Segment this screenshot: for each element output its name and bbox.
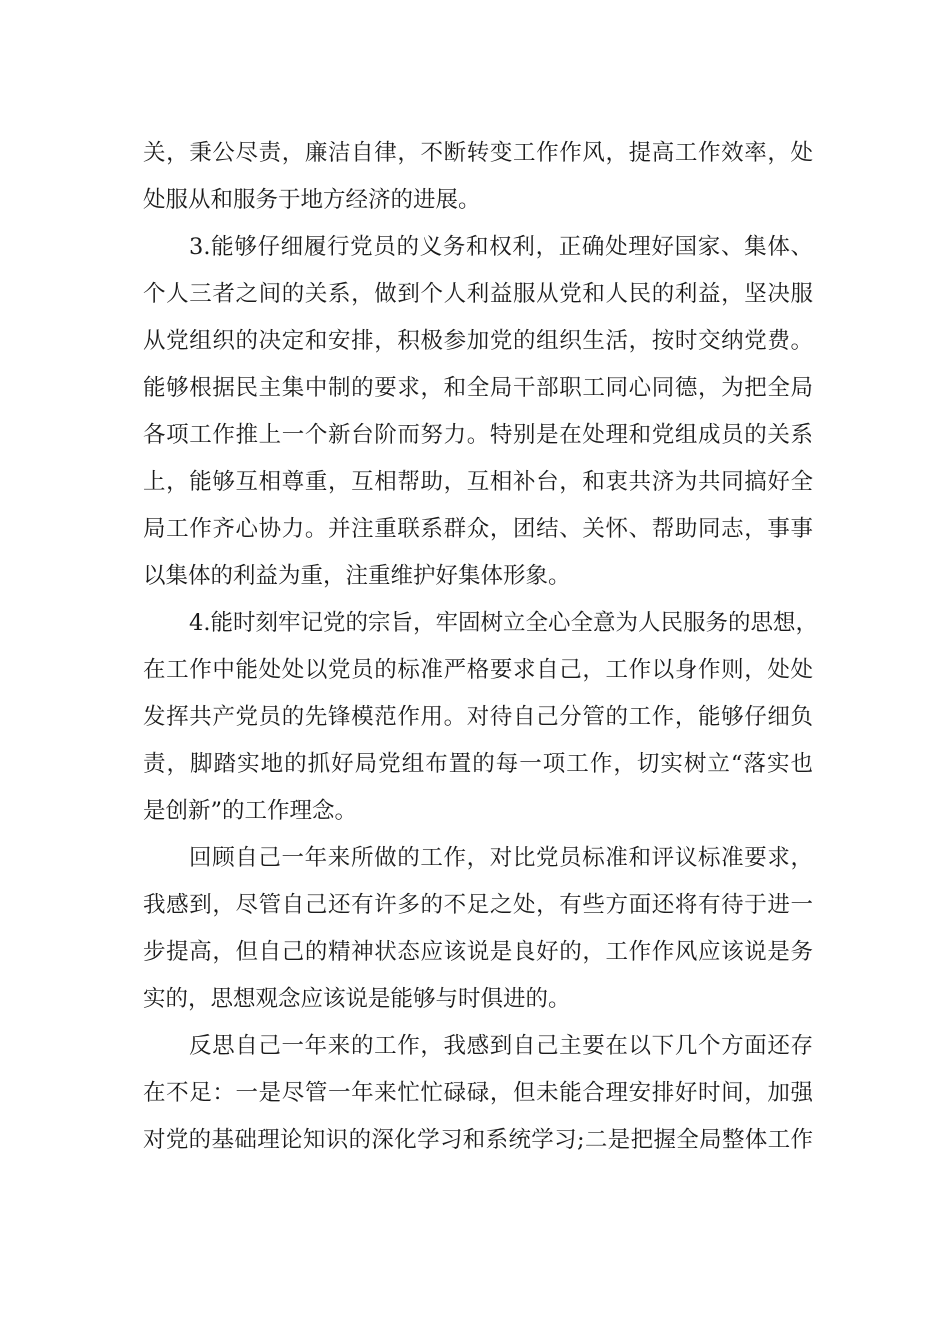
document-body (143, 130, 818, 1164)
text-line: 从党组织的决定和安排，积极参加党的组织生活，按时交纳党费。 (143, 328, 813, 354)
text-line: 回顾自己一年来所做的工作，对比党员标准和评议标准要求， (189, 845, 813, 871)
text-line: 3.能够仔细履行党员的义务和权利，正确处理好国家、集体、 (189, 234, 813, 260)
text-line: 发挥共产党员的先锋模范作用。对待自己分管的工作，能够仔细负 (143, 704, 813, 730)
text-line: 对党的基础理论知识的深化学习和系统学习;二是把握全局整体工作 (143, 1127, 813, 1153)
text-line: 在不足：一是尽管一年来忙忙碌碌，但未能合理安排好时间，加强 (143, 1080, 813, 1106)
text-line: 局工作齐心协力。并注重联系群众，团结、关怀、帮助同志，事事 (143, 516, 813, 542)
text-line: 反思自己一年来的工作，我感到自己主要在以下几个方面还存 (189, 1033, 813, 1059)
text-line: 实的，思想观念应该说是能够与时俱进的。 (143, 986, 571, 1012)
text-line: 在工作中能处处以党员的标准严格要求自己，工作以身作则，处处 (143, 657, 813, 683)
text-line: 4.能时刻牢记党的宗旨，牢固树立全心全意为人民服务的思想， (189, 610, 818, 636)
text-line: 上，能够互相尊重，互相帮助，互相补台，和衷共济为共同搞好全 (143, 469, 813, 495)
text-line: 以集体的利益为重，注重维护好集体形象。 (143, 563, 571, 589)
text-line: 处服从和服务于地方经济的进展。 (143, 187, 481, 213)
text-line: 关，秉公尽责，廉洁自律，不断转变工作作风，提高工作效率，处 (143, 140, 813, 166)
text-line: 个人三者之间的关系，做到个人利益服从党和人民的利益，坚决服 (143, 281, 813, 307)
text-line: 是创新”的工作理念。 (143, 798, 358, 824)
text-line: 能够根据民主集中制的要求，和全局干部职工同心同德，为把全局 (143, 375, 813, 401)
text-line: 步提高，但自己的精神状态应该说是良好的，工作作风应该说是务 (143, 939, 813, 965)
text-line: 责，脚踏实地的抓好局党组布置的每一项工作，切实树立“落实也 (143, 751, 813, 777)
text-line: 我感到，尽管自己还有许多的不足之处，有些方面还将有待于进一 (143, 892, 813, 918)
text-line: 各项工作推上一个新台阶而努力。特别是在处理和党组成员的关系 (143, 422, 813, 448)
